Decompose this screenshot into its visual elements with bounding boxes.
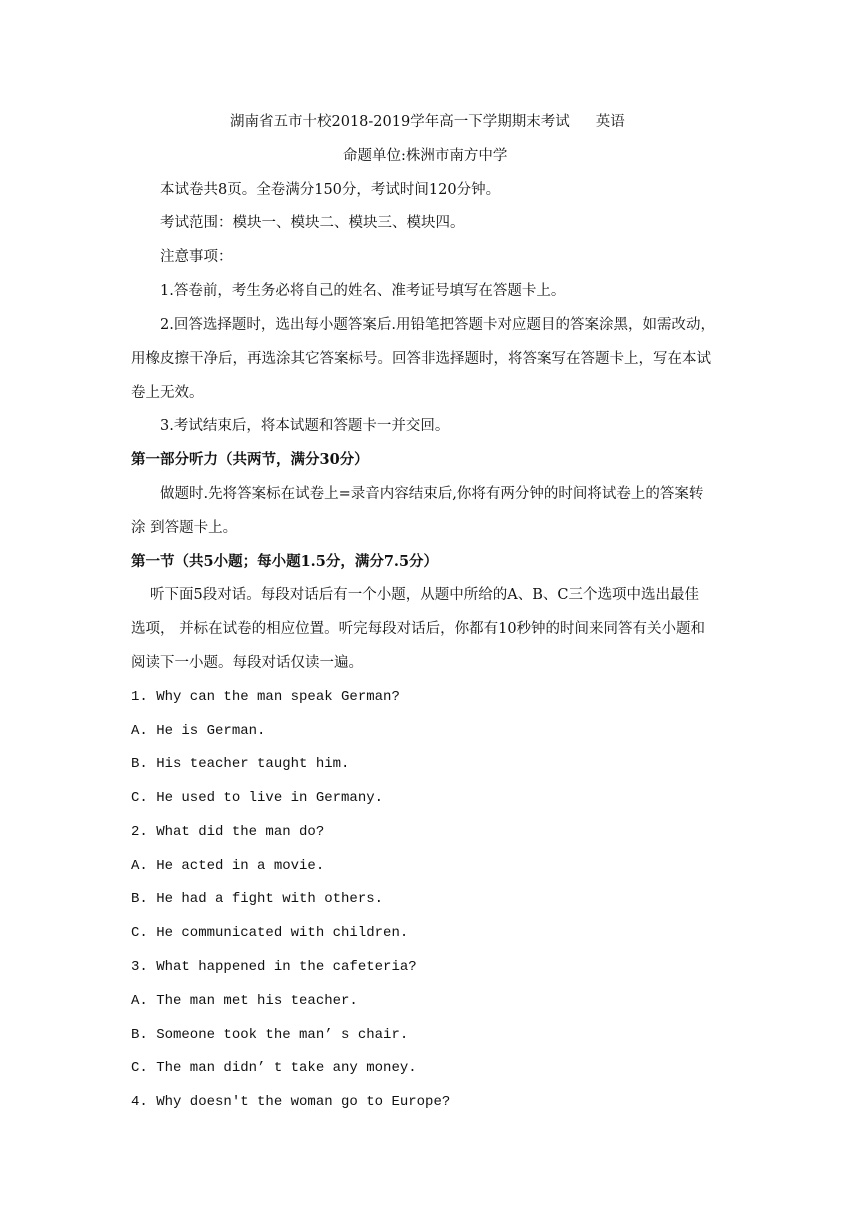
exam-title: 湖南省五市十校2018-2019学年高一下学期期末考试: [230, 114, 570, 130]
section1-heading: 第一节（共5小题；每小题1.5分，满分7.5分）: [131, 553, 439, 570]
notice-item-2-line-1: 2.回答选择题时，选出每小题答案后.用铅笔把答题卡对应题目的答案涂黑，如需改动，: [160, 317, 715, 333]
notice-item-2-line-2: 用橡皮擦干净后，再选涂其它答案标号。回答非选择题时，将答案写在答题卡上，写在本试: [131, 351, 711, 367]
notice-item-2-line-3: 卷上无效。: [131, 385, 204, 401]
notice-item-1: 1.答卷前，考生务必将自己的姓名、准考证号填写在答题卡上。: [160, 283, 566, 299]
part1-instruction-line-1: 做题时.先将答案标在试卷上=录音内容结束后,你将有两分钟的时间将试卷上的答案转: [160, 486, 704, 502]
exam-subject: 英语: [595, 114, 625, 130]
notice-title: 注意事项：: [160, 249, 233, 265]
author-unit: 命题单位:株洲市南方中学: [343, 148, 508, 164]
question-4-stem: 4. Why doesn't the woman go to Europe?: [131, 1094, 451, 1110]
part1-instruction-line-2: 涂 到答题卡上。: [131, 520, 238, 536]
question-2-option-c: C. He communicated with children.: [131, 925, 409, 941]
notice-item-3: 3.考试结束后，将本试题和答题卡一并交回。: [160, 418, 450, 434]
question-1-stem: 1. Why can the man speak German?: [131, 689, 400, 705]
section1-instruction-line-3: 阅读下一小题。每段对话仅读一遍。: [131, 655, 363, 671]
question-3-option-c: C. The man didn’ t take any money.: [131, 1060, 417, 1076]
question-3-stem: 3. What happened in the cafeteria?: [131, 959, 417, 975]
pages-info: 本试卷共8页。全卷满分150分，考试时间120分钟。: [160, 182, 501, 198]
question-2-stem: 2. What did the man do?: [131, 824, 325, 840]
question-1-option-c: C. He used to live in Germany.: [131, 790, 384, 806]
part1-heading: 第一部分听力（共两节，满分30分）: [131, 451, 369, 468]
question-3-option-a: A. The man met his teacher.: [131, 993, 358, 1009]
question-3-option-b: B. Someone took the man’ s chair.: [131, 1027, 409, 1043]
section1-instruction-line-1: 听下面5段对话。每段对话后有一个小题，从题中所给的A、B、C三个选项中选出最佳: [150, 587, 699, 603]
section1-instruction-line-2: 选项， 并标在试卷的相应位置。听完每段对话后，你都有10秒钟的时间来同答有关小题和: [131, 621, 706, 637]
question-2-option-a: A. He acted in a movie.: [131, 858, 325, 874]
exam-scope: 考试范围：模块一、模块二、模块三、模块四。: [160, 215, 465, 231]
exam-title-row: [230, 112, 625, 132]
question-2-option-b: B. He had a fight with others.: [131, 891, 384, 907]
question-1-option-a: A. He is German.: [131, 723, 266, 739]
question-1-option-b: B. His teacher taught him.: [131, 756, 350, 772]
